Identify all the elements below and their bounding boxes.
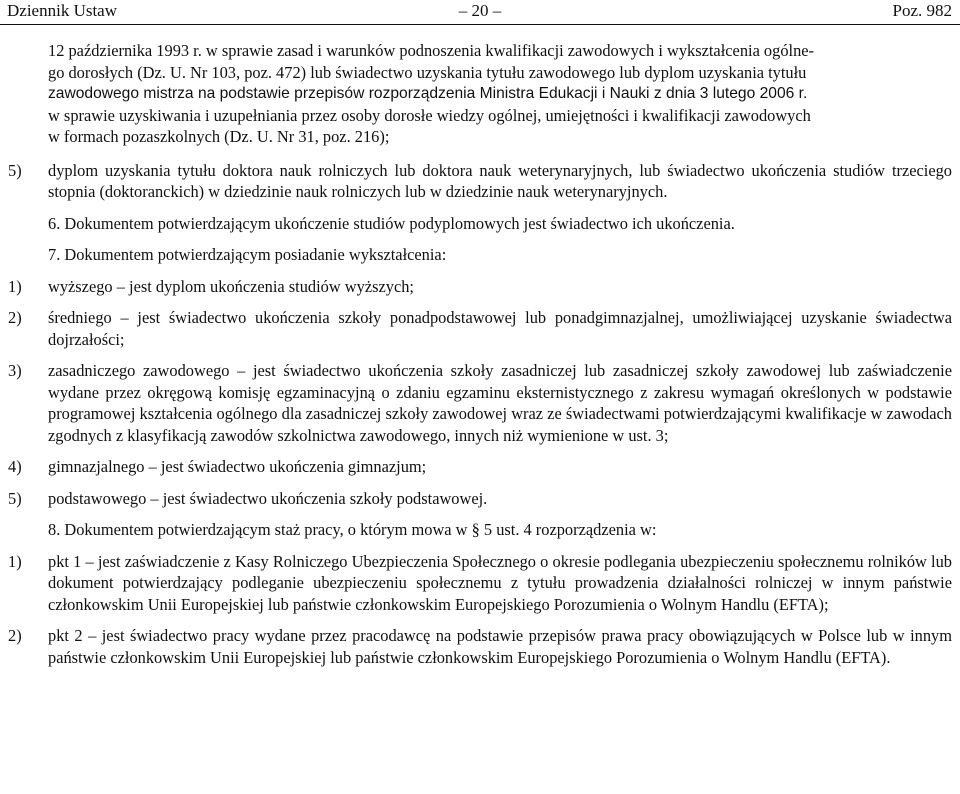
item-text: pkt 2 – jest świadectwo pracy wydane przez pracodawcę na podstawie przepisów prawa pracy obowiązujących w Polsce lub w innym państwie członkowskim Unii Europejskiej lub państwie członkowskim Europejskiego Porozumienia o Wolnym Handlu (EFTA). [48, 626, 952, 667]
item-text: podstawowego – jest świadectwo ukończenia szkoły podstawowej. [48, 488, 488, 508]
item-text: średniego – jest świadectwo ukończenia szkoły ponadpodstawowej lub ponadgimnazjalnej, umożliwiającej uzyskanie świadectwa dojrzałości; [48, 308, 952, 349]
list-item [8, 456, 952, 478]
list-item [8, 276, 952, 298]
item-number: 5) [8, 160, 22, 180]
page-number: – 20 – [458, 1, 502, 20]
header-rule [0, 24, 960, 25]
journal-title: Dziennik Ustaw [7, 1, 118, 20]
item-number: 3) [8, 361, 22, 380]
paragraph-6: 6. Dokumentem potwierdzającym ukończenie studiów podyplomowych jest świadectwo ich ukończenia. [48, 213, 735, 233]
item-number: 1) [8, 551, 22, 571]
document-body [0, 40, 960, 668]
paragraph-7: 7. Dokumentem potwierdzającym posiadanie wykształcenia: [48, 245, 447, 264]
list-item [8, 551, 952, 616]
list-item [8, 307, 952, 350]
list-item-5 [8, 160, 952, 203]
intro-line-3: zawodowego mistrza na podstawie przepisów rozporządzenia Ministra Edukacji i Nauki z dnia 3 lutego 2006 r. [48, 85, 808, 102]
item-text: pkt 1 – jest zaświadczenie z Kasy Rolniczego Ubezpieczenia Społecznego o okresie podlegania ubezpieczeniu społecznemu rolników lub dokument potwierdzający podleganie ubezpieczeniu społecznemu z tytułu prowadzenia działalności rolniczej w innym państwie członkowskim Unii Europejskiej lub państwie członkowskim Europejskiego Porozumienia o Wolnym Handlu (EFTA); [48, 551, 952, 614]
intro-line-4: w sprawie uzyskiwania i uzupełniania przez osoby dorosłe wiedzy ogólnej, umiejętności i kwalifikacji zawodowych [48, 105, 811, 125]
intro-line-5: w formach pozaszkolnych (Dz. U. Nr 31, poz. 216); [48, 127, 390, 146]
list-item [8, 625, 952, 668]
page-header [0, 0, 960, 28]
list-item [8, 488, 952, 510]
item-number: 5) [8, 488, 22, 508]
item-number: 4) [8, 457, 22, 476]
item-number: 2) [8, 308, 22, 327]
item-text: zasadniczego zawodowego – jest świadectwo ukończenia szkoły zasadniczej lub zasadniczej szkoły zawodowej lub zaświadczenie wydane przez okręgową komisję egzaminacyjną o zdaniu egzaminu eksternistycznego z zakresu wymagań określonych w podstawie programowej kształcenia ogólnego dla zasadniczej szkoły zawodowej wraz ze świadectwami potwierdzającymi kwalifikacje w zawodach zgodnych z klasyfikacją zawodów szkolnictwa zawodowego, innych niż wymienione w ust. 3; [48, 361, 952, 445]
intro-line-1: 12 października 1993 r. w sprawie zasad i warunków podnoszenia kwalifikacji zawodowych i wykształcenia ogólne- [48, 41, 815, 60]
list-item [8, 360, 952, 446]
paragraph-8: 8. Dokumentem potwierdzającym staż pracy, o którym mowa w § 5 ust. 4 rozporządzenia w: [48, 520, 657, 539]
item-text: gimnazjalnego – jest świadectwo ukończenia gimnazjum; [48, 457, 427, 476]
intro-line-2: go dorosłych (Dz. U. Nr 103, poz. 472) lub świadectwo uzyskania tytułu zawodowego lub dyplom uzyskania tytułu [48, 62, 807, 82]
item-text: dyplom uzyskania tytułu doktora nauk rolniczych lub doktora nauk weterynaryjnych, lub świadectwo ukończenia studiów trzeciego stopnia (doktoranckich) w dziedzinie nauk rolniczych lub w dziedzinie nauk weterynaryjnych. [48, 160, 952, 201]
item-number: 2) [8, 626, 22, 645]
item-text: wyższego – jest dyplom ukończenia studiów wyższych; [48, 276, 414, 296]
position-number: Poz. 982 [892, 1, 952, 20]
item-number: 1) [8, 276, 22, 296]
